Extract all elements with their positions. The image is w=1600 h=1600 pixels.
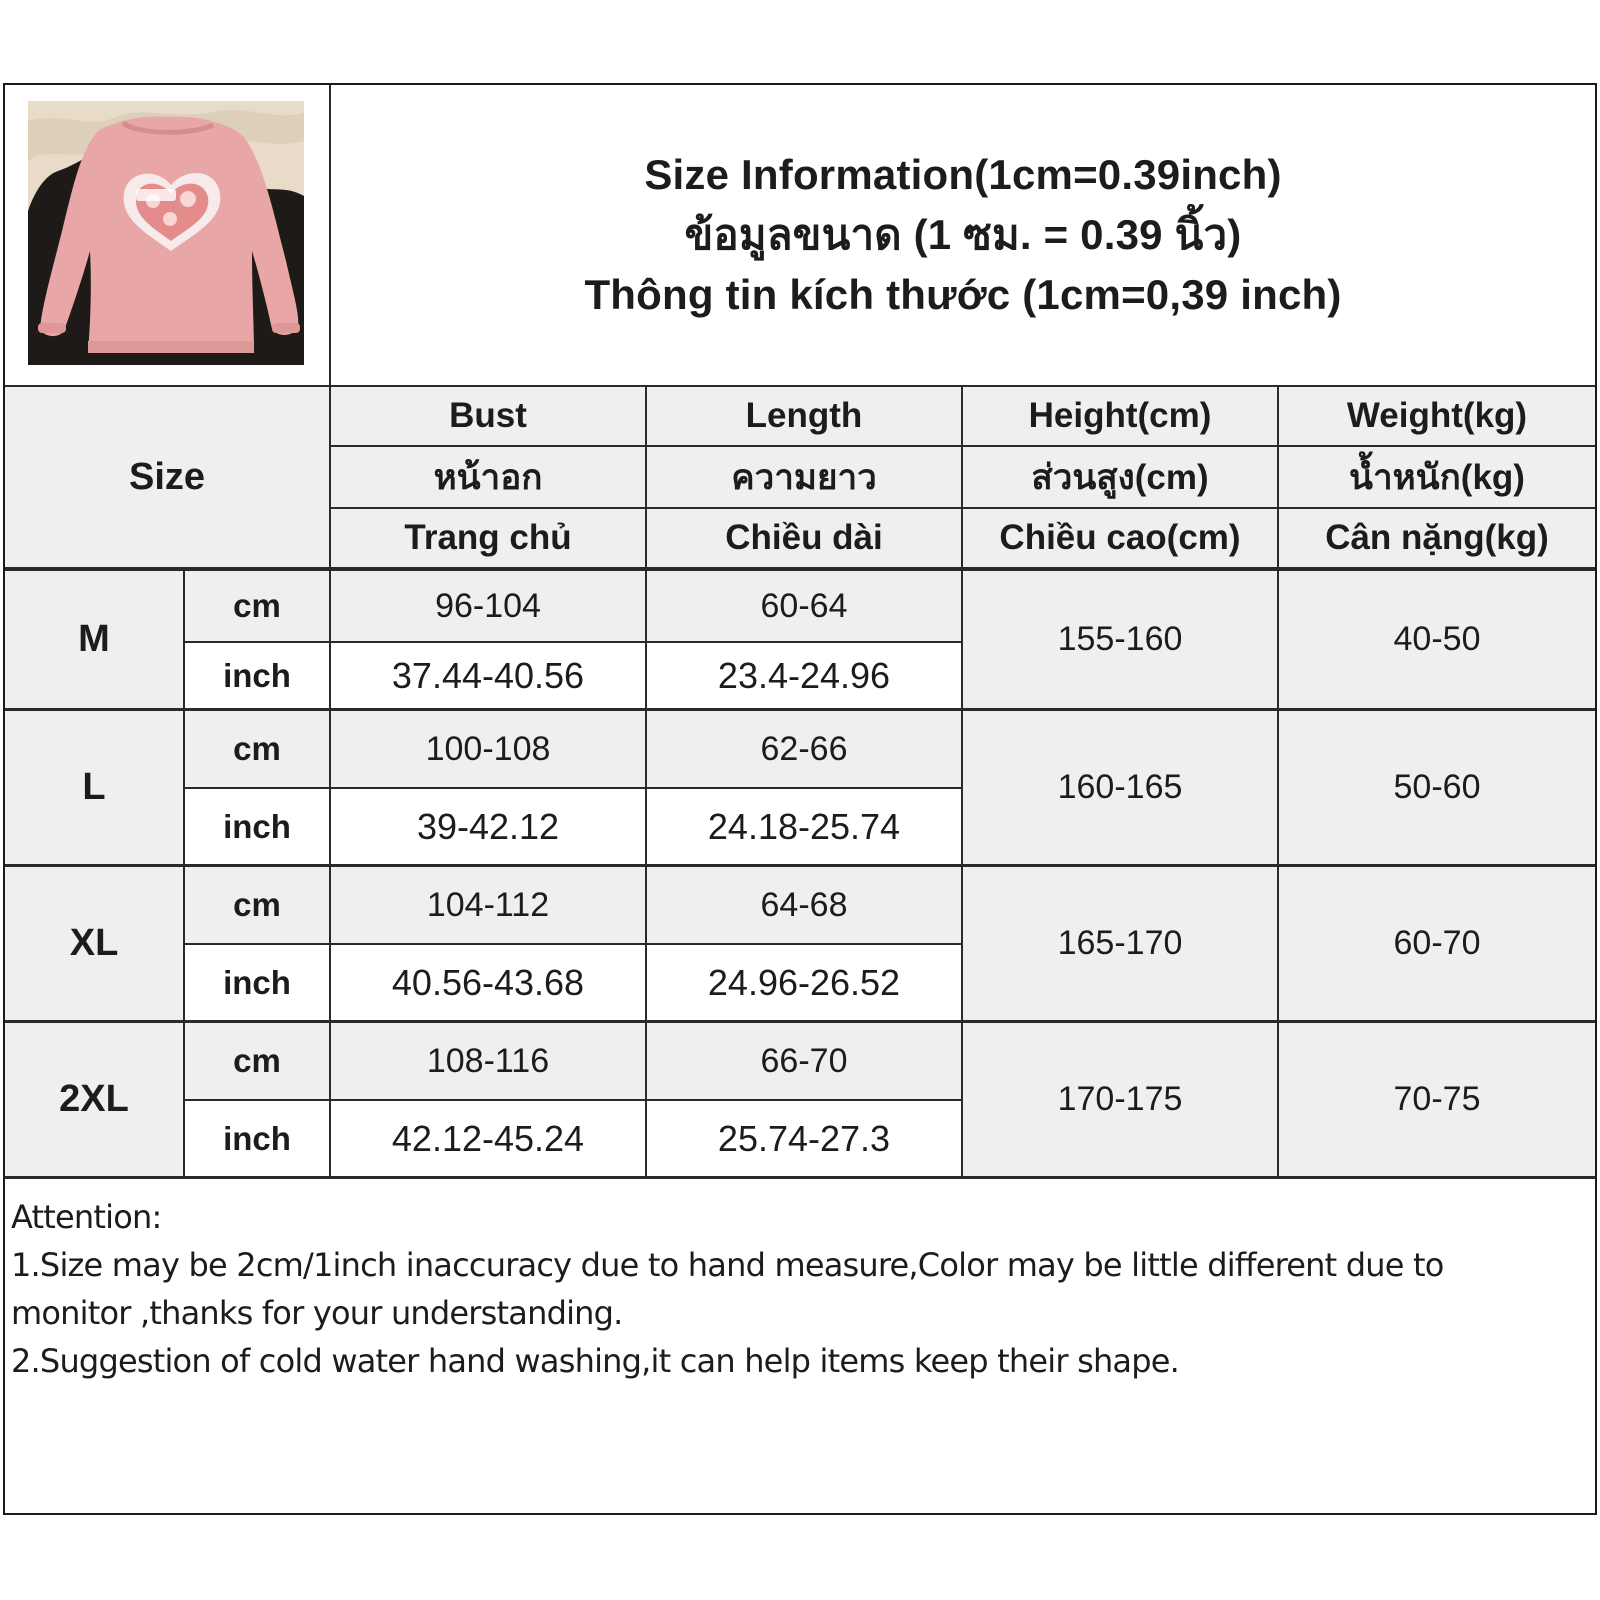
- bust-cm-value: 100-108: [331, 711, 647, 789]
- weight-value: 40-50: [1279, 571, 1595, 711]
- title-vietnamese: Thông tin kích thước (1cm=0,39 inch): [584, 271, 1342, 318]
- product-photo-cell: [5, 85, 331, 387]
- weight-header-vi: Cân nặng(kg): [1279, 509, 1595, 571]
- unit-inch: inch: [185, 1101, 331, 1179]
- length-cm-value: 66-70: [647, 1023, 963, 1101]
- title-thai: ข้อมูลขนาด (1 ซม. = 0.39 นิ้ว): [684, 211, 1242, 258]
- weight-value: 70-75: [1279, 1023, 1595, 1179]
- length-header-en: Length: [647, 387, 963, 447]
- length-cm-value: 62-66: [647, 711, 963, 789]
- notes-line-2: 2.Suggestion of cold water hand washing,it can help items keep their shape.: [11, 1342, 1180, 1380]
- length-cm-value: 64-68: [647, 867, 963, 945]
- bust-inch-value: 37.44-40.56: [331, 643, 647, 711]
- size-header-label: Size: [128, 455, 206, 498]
- product-photo: [28, 101, 304, 365]
- height-header-vi: Chiều cao(cm): [963, 509, 1279, 571]
- notes-heading: Attention:: [11, 1198, 162, 1236]
- length-header-vi: Chiều dài: [647, 509, 963, 571]
- bust-header-th: หน้าอก: [331, 447, 647, 509]
- weight-header-th: น้ำหนัก(kg): [1279, 447, 1595, 509]
- bust-cm-value: 108-116: [331, 1023, 647, 1101]
- height-header-en: Height(cm): [963, 387, 1279, 447]
- title-block: [331, 85, 1595, 387]
- attention-notes: [11, 1193, 1591, 1385]
- size-l: L: [5, 711, 185, 867]
- length-inch-value: 25.74-27.3: [647, 1101, 963, 1179]
- size-column-header: [5, 387, 331, 571]
- size-2xl: 2XL: [5, 1023, 185, 1179]
- height-header-th: ส่วนสูง(cm): [963, 447, 1279, 509]
- weight-value: 50-60: [1279, 711, 1595, 867]
- bust-header-vi: Trang chủ: [331, 509, 647, 571]
- unit-cm: cm: [185, 867, 331, 945]
- length-inch-value: 24.96-26.52: [647, 945, 963, 1023]
- weight-header-en: Weight(kg): [1279, 387, 1595, 447]
- length-inch-value: 23.4-24.96: [647, 643, 963, 711]
- unit-inch: inch: [185, 789, 331, 867]
- bust-cm-value: 104-112: [331, 867, 647, 945]
- unit-inch: inch: [185, 945, 331, 1023]
- size-xl: XL: [5, 867, 185, 1023]
- height-value: 155-160: [963, 571, 1279, 711]
- bust-header-en: Bust: [331, 387, 647, 447]
- height-value: 165-170: [963, 867, 1279, 1023]
- bust-inch-value: 40.56-43.68: [331, 945, 647, 1023]
- height-value: 160-165: [963, 711, 1279, 867]
- size-m: M: [5, 571, 185, 711]
- length-header-th: ความยาว: [647, 447, 963, 509]
- notes-line-1-cont: monitor ,thanks for your understanding.: [11, 1294, 623, 1332]
- bust-cm-value: 96-104: [331, 571, 647, 643]
- unit-cm: cm: [185, 711, 331, 789]
- bust-inch-value: 39-42.12: [331, 789, 647, 867]
- unit-inch: inch: [185, 643, 331, 711]
- height-value: 170-175: [963, 1023, 1279, 1179]
- length-cm-value: 60-64: [647, 571, 963, 643]
- bust-inch-value: 42.12-45.24: [331, 1101, 647, 1179]
- weight-value: 60-70: [1279, 867, 1595, 1023]
- unit-cm: cm: [185, 571, 331, 643]
- size-chart: [3, 83, 1597, 1515]
- unit-cm: cm: [185, 1023, 331, 1101]
- length-inch-value: 24.18-25.74: [647, 789, 963, 867]
- notes-line-1: 1.Size may be 2cm/1inch inaccuracy due to hand measure,Color may be little different due to: [11, 1246, 1444, 1284]
- title-english: Size Information(1cm=0.39inch): [644, 151, 1282, 198]
